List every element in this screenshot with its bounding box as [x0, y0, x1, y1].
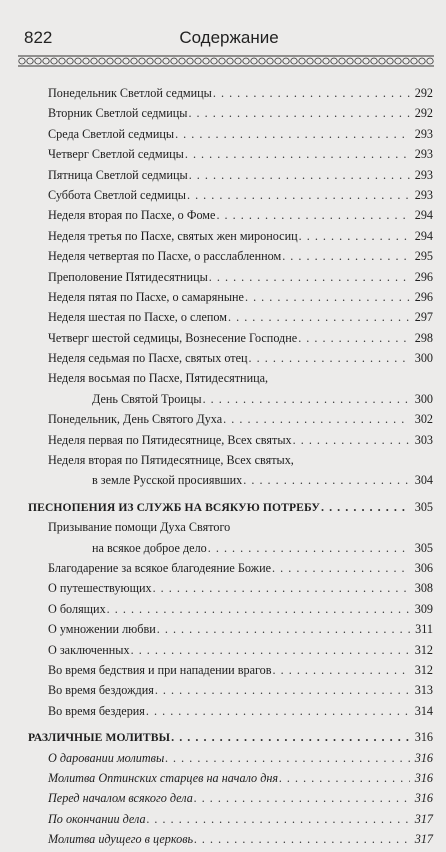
toc-entry[interactable]: Неделя четвертая по Пасхе, о расслабленном . . . 295	[28, 249, 433, 269]
toc-entry[interactable]: Во время бездерия . . . 314	[28, 704, 433, 724]
toc-entry[interactable]: Суббота Светлой седмицы . . . 293	[28, 188, 433, 208]
toc-entry[interactable]: Неделя вторая по Пятидесятнице, Всех святых,	[48, 453, 294, 468]
page-title: Содержание	[179, 28, 279, 47]
toc-entry[interactable]: Неделя первая по Пятидесятнице, Всех святых . . . 303	[28, 433, 433, 453]
toc-entry[interactable]: О даровании молитвы . . . 316	[28, 751, 433, 771]
toc-entry-continuation[interactable]: День Святой Троицы . . . 300	[28, 392, 433, 412]
toc-entry[interactable]: О путешествующих . . . 308	[28, 581, 433, 601]
toc-section-heading[interactable]: РАЗЛИЧНЫЕ МОЛИТВЫ . . . 316	[28, 730, 433, 750]
table-of-contents	[28, 86, 433, 852]
page-header	[24, 28, 434, 50]
toc-entry[interactable]: Во время бездождия . . . 313	[28, 683, 433, 703]
toc-entry[interactable]: Неделя вторая по Пасхе, о Фоме . . . 294	[28, 208, 433, 228]
toc-entry[interactable]: Понедельник, День Святого Духа . . . 302	[28, 412, 433, 432]
toc-entry[interactable]: Четверг шестой седмицы, Вознесение Господне . . . 298	[28, 331, 433, 351]
toc-entry[interactable]: Неделя пятая по Пасхе, о самаряныне . . . 296	[28, 290, 433, 310]
toc-entry[interactable]: Неделя восьмая по Пасхе, Пятидесятница,	[48, 371, 269, 386]
toc-entry[interactable]: Неделя седьмая по Пасхе, святых отец . . . 300	[28, 351, 433, 371]
toc-entry[interactable]: По окончании дела . . . 317	[28, 812, 433, 832]
page-number: 822	[24, 28, 53, 47]
decorative-border	[18, 54, 434, 68]
toc-entry[interactable]: О заключенных . . . 312	[28, 643, 433, 663]
toc-entry[interactable]: Неделя третья по Пасхе, святых жен мироносиц . . . 294	[28, 229, 433, 249]
toc-entry-continuation[interactable]: на всякое доброе дело . . . 305	[28, 541, 433, 561]
toc-entry[interactable]: Среда Светлой седмицы . . . 293	[28, 127, 433, 147]
toc-entry[interactable]: Четверг Светлой седмицы . . . 293	[28, 147, 433, 167]
toc-entry[interactable]: Молитва идущего в церковь . . . 317	[28, 832, 433, 852]
toc-entry[interactable]: Пятница Светлой седмицы . . . 293	[28, 168, 433, 188]
toc-entry[interactable]: О умножении любви . . . 311	[28, 622, 433, 642]
toc-section-heading[interactable]: ПЕСНОПЕНИЯ ИЗ СЛУЖБ НА ВСЯКУЮ ПОТРЕБУ . . . 305	[28, 500, 433, 520]
toc-entry[interactable]: Неделя шестая по Пасхе, о слепом . . . 297	[28, 310, 433, 330]
toc-entry[interactable]: Вторник Светлой седмицы . . . 292	[28, 106, 433, 126]
toc-entry[interactable]: Благодарение за всякое благодеяние Божие . . . 306	[28, 561, 433, 581]
toc-entry[interactable]: Перед началом всякого дела . . . 316	[28, 791, 433, 811]
toc-entry[interactable]: Во время бедствия и при нападении врагов . . . 312	[28, 663, 433, 683]
toc-entry[interactable]: Призывание помощи Духа Святого	[48, 520, 231, 535]
toc-entry-continuation[interactable]: в земле Русской просиявших . . . 304	[28, 473, 433, 493]
toc-entry[interactable]: О болящих . . . 309	[28, 602, 433, 622]
toc-entry[interactable]: Понедельник Светлой седмицы . . . 292	[28, 86, 433, 106]
toc-entry[interactable]: Преполовение Пятидесятницы . . . 296	[28, 270, 433, 290]
toc-entry[interactable]: Молитва Оптинских старцев на начало дня . . . 316	[28, 771, 433, 791]
